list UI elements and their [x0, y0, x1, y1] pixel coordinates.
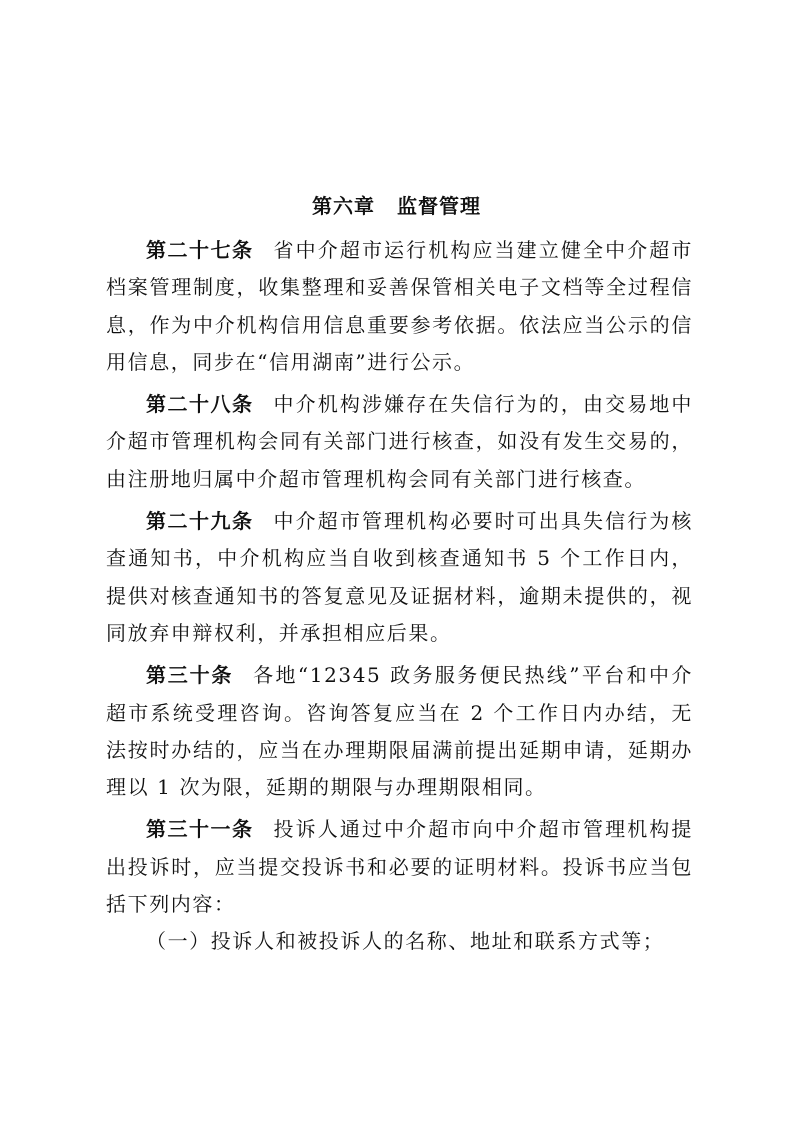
article-text: 中介超市管理机构必要时可出具失信行为核查通知书，中介机构应当自收到核查通知书 5 个工作日内，提供对核查通知书的答复意见及证据材料，逾期未提供的，视同放弃申辩权利，并承担相应后果。 — [106, 509, 694, 645]
article-27 — [106, 232, 693, 381]
article-title: 第二十八条 — [146, 392, 254, 417]
article-title: 第二十九条 — [146, 509, 254, 534]
article-30 — [106, 657, 693, 806]
article-text: 省中介超市运行机构应当建立健全中介超市档案管理制度，收集整理和妥善保管相关电子文档等全过程信息，作为中介机构信用信息重要参考依据。依法应当公示的信用信息，同步在“信用湖南”进行公示。 — [106, 238, 694, 374]
article-29 — [106, 503, 693, 652]
article-text: 各地“12345 政务服务便民热线”平台和中介超市系统受理咨询。咨询答复应当在 2 个工作日内办结，无法按时办结的，应当在办理期限届满前提出延期申请，延期办理以 1 次为限，延期的期限与办理期限相同。 — [106, 663, 693, 800]
article-text: 投诉人通过中介超市向中介超市管理机构提出投诉时，应当提交投诉书和必要的证明材料。投诉书应当包括下列内容： — [106, 817, 694, 917]
list-item: （一）投诉人和被投诉人的名称、地址和联系方式等； — [146, 929, 665, 954]
document-body — [106, 232, 693, 961]
chapter-title — [0, 194, 793, 218]
article-28 — [106, 386, 693, 498]
article-title: 第三十一条 — [146, 817, 254, 842]
article-title: 第二十七条 — [146, 238, 254, 262]
article-title: 第三十条 — [146, 663, 234, 688]
article-text: 中介机构涉嫌存在失信行为的，由交易地中介超市管理机构会同有关部门进行核查，如没有发生交易的，由注册地归属中介超市管理机构会同有关部门进行核查。 — [106, 392, 694, 491]
chapter-name: 监督管理 — [397, 194, 481, 218]
chapter-number: 第六章 — [312, 194, 375, 218]
article-31 — [106, 811, 693, 923]
